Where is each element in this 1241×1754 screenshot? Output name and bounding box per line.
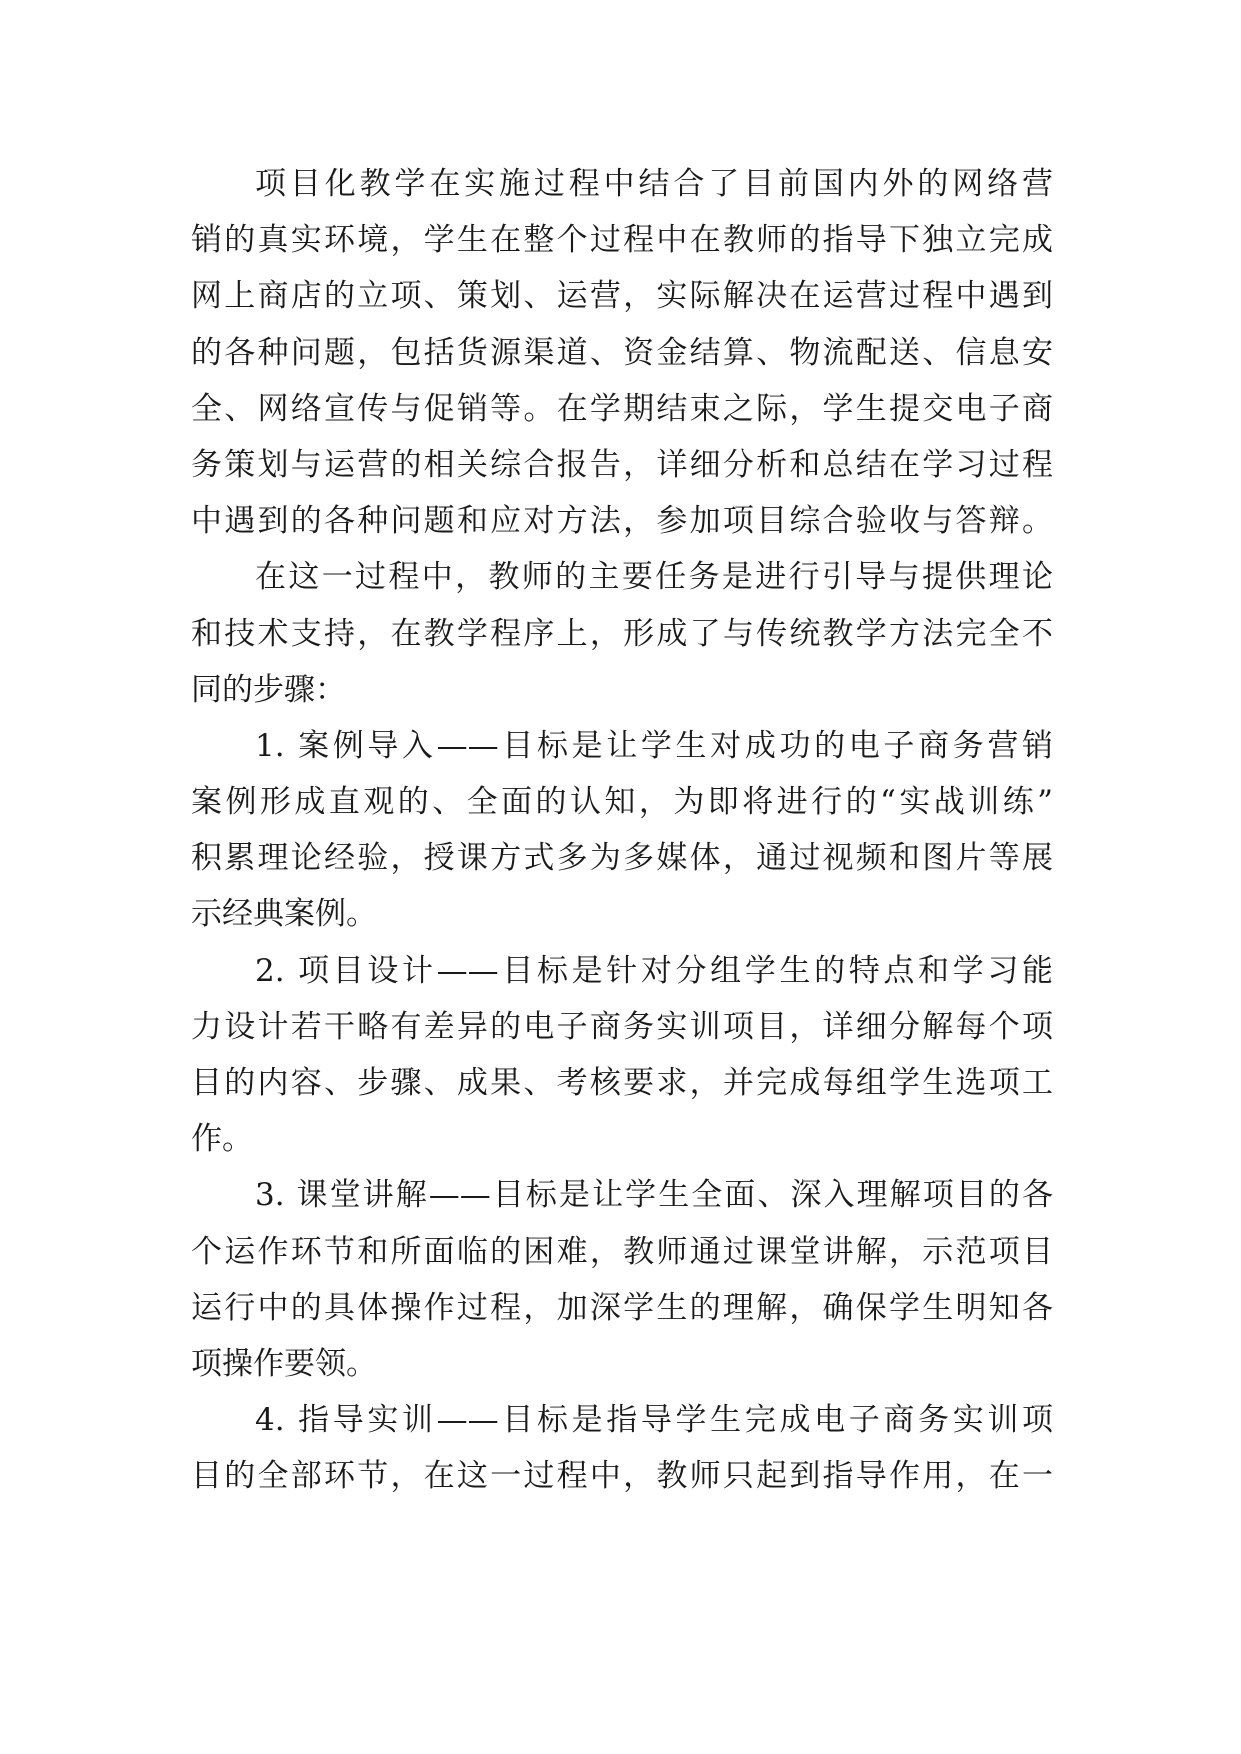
text-line: 积累理论经验，授课方式多为多媒体，通过视频和图片等展 xyxy=(191,840,1053,877)
text-line: 目的全部环节，在这一过程中，教师只起到指导作用，在一 xyxy=(191,1458,1053,1495)
text-line: 示经典案例。 xyxy=(191,896,377,933)
text-line: 4. 指导实训——目标是指导学生完成电子商务实训项 xyxy=(255,1402,1053,1439)
text-line: 运行中的具体操作过程，加深学生的理解，确保学生明知各 xyxy=(191,1289,1053,1326)
paragraph xyxy=(191,1167,1053,1392)
text-line: 个运作环节和所面临的困难，教师通过课堂讲解，示范项目 xyxy=(191,1233,1053,1270)
paragraph xyxy=(191,943,1053,1168)
text-line: 在这一过程中，教师的主要任务是进行引导与提供理论 xyxy=(255,559,1053,596)
document-body xyxy=(191,156,1053,1505)
text-line: 网上商店的立项、策划、运营，实际解决在运营过程中遇到 xyxy=(191,278,1053,315)
text-line: 目的内容、步骤、成果、考核要求，并完成每组学生选项工 xyxy=(191,1065,1053,1101)
text-line: 1. 案例导入——目标是让学生对成功的电子商务营销 xyxy=(255,727,1053,764)
text-line: 同的步骤： xyxy=(191,671,346,708)
text-line: 作。 xyxy=(191,1121,253,1158)
text-line: 全、网络宣传与促销等。在学期结束之际，学生提交电子商 xyxy=(191,390,1053,427)
paragraph xyxy=(191,156,1053,549)
text-line: 的各种问题，包括货源渠道、资金结算、物流配送、信息安 xyxy=(191,334,1053,371)
paragraph xyxy=(191,549,1053,718)
paragraph xyxy=(191,718,1053,943)
text-line: 2. 项目设计——目标是针对分组学生的特点和学习能 xyxy=(255,952,1053,989)
text-line: 中遇到的各种问题和应对方法，参加项目综合验收与答辩。 xyxy=(191,503,1053,540)
paragraph xyxy=(191,1392,1053,1504)
text-line: 务策划与运营的相关综合报告，详细分析和总结在学习过程 xyxy=(191,446,1053,483)
text-line: 案例形成直观的、全面的认知，为即将进行的“实战训练” xyxy=(191,784,1053,821)
text-line: 项操作要领。 xyxy=(191,1345,377,1382)
text-line: 销的真实环境，学生在整个过程中在教师的指导下独立完成 xyxy=(191,222,1053,259)
text-line: 项目化教学在实施过程中结合了目前国内外的网络营 xyxy=(255,166,1053,202)
text-line: 力设计若干略有差异的电子商务实训项目，详细分解每个项 xyxy=(191,1008,1053,1045)
text-line: 和技术支持，在教学程序上，形成了与传统教学方法完全不 xyxy=(191,615,1053,652)
text-line: 3. 课堂讲解——目标是让学生全面、深入理解项目的各 xyxy=(255,1177,1053,1214)
